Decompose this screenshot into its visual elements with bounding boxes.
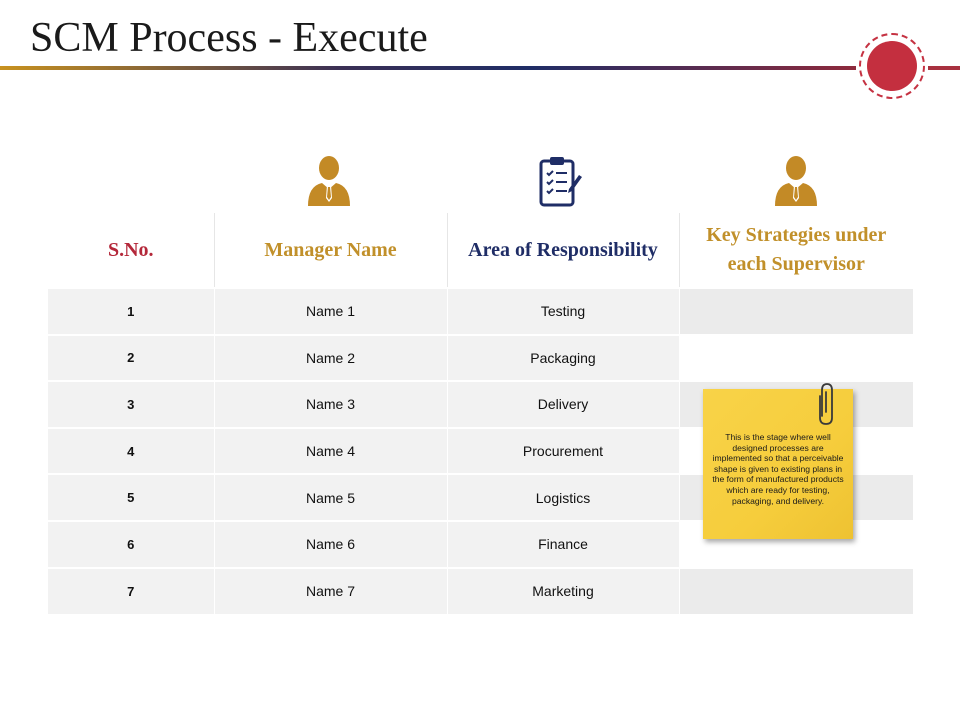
header-key-strategies: Key Strategies under each Supervisor: [679, 213, 913, 288]
row-manager-name: Name 6: [214, 521, 447, 568]
row-manager-name: Name 5: [214, 474, 447, 521]
header-manager-name: Manager Name: [214, 213, 447, 288]
sticky-note-text: This is the stage where well designed processes are implemented so that a perceivable shape is given to existing plans in the form of manufactured products which are ready for testing, packaging, and delivery.: [712, 432, 844, 506]
row-manager-name: Name 3: [214, 381, 447, 428]
row-strategy: [679, 335, 913, 382]
row-manager-name: Name 7: [214, 568, 447, 615]
row-sno: 6: [48, 521, 214, 568]
header-sno: S.No.: [48, 213, 214, 288]
header-area-of-responsibility: Area of Responsibility: [447, 213, 679, 288]
slide-title: SCM Process - Execute: [30, 15, 428, 61]
row-sno: 1: [48, 288, 214, 335]
paperclip-icon: [816, 382, 836, 431]
title-underline: [0, 66, 856, 70]
table-header-row: [48, 213, 913, 288]
row-sno: 5: [48, 474, 214, 521]
table-row: [48, 335, 913, 382]
row-manager-name: Name 1: [214, 288, 447, 335]
row-sno: 7: [48, 568, 214, 615]
row-area: Logistics: [447, 474, 679, 521]
row-sno: 3: [48, 381, 214, 428]
table-row: [48, 288, 913, 335]
row-area: Procurement: [447, 428, 679, 475]
row-area: Delivery: [447, 381, 679, 428]
row-manager-name: Name 4: [214, 428, 447, 475]
row-area: Packaging: [447, 335, 679, 382]
row-manager-name: Name 2: [214, 335, 447, 382]
table-row: [48, 568, 913, 615]
clipboard-checklist-icon: [539, 155, 583, 207]
decorative-badge: [867, 41, 917, 91]
row-area: Finance: [447, 521, 679, 568]
row-area: Testing: [447, 288, 679, 335]
manager-person-icon: [306, 154, 352, 206]
row-area: Marketing: [447, 568, 679, 615]
title-underline-tail: [928, 66, 960, 70]
supervisor-person-icon: [773, 154, 819, 206]
row-sno: 2: [48, 335, 214, 382]
row-strategy: [679, 288, 913, 335]
row-sno: 4: [48, 428, 214, 475]
row-strategy: [679, 568, 913, 615]
